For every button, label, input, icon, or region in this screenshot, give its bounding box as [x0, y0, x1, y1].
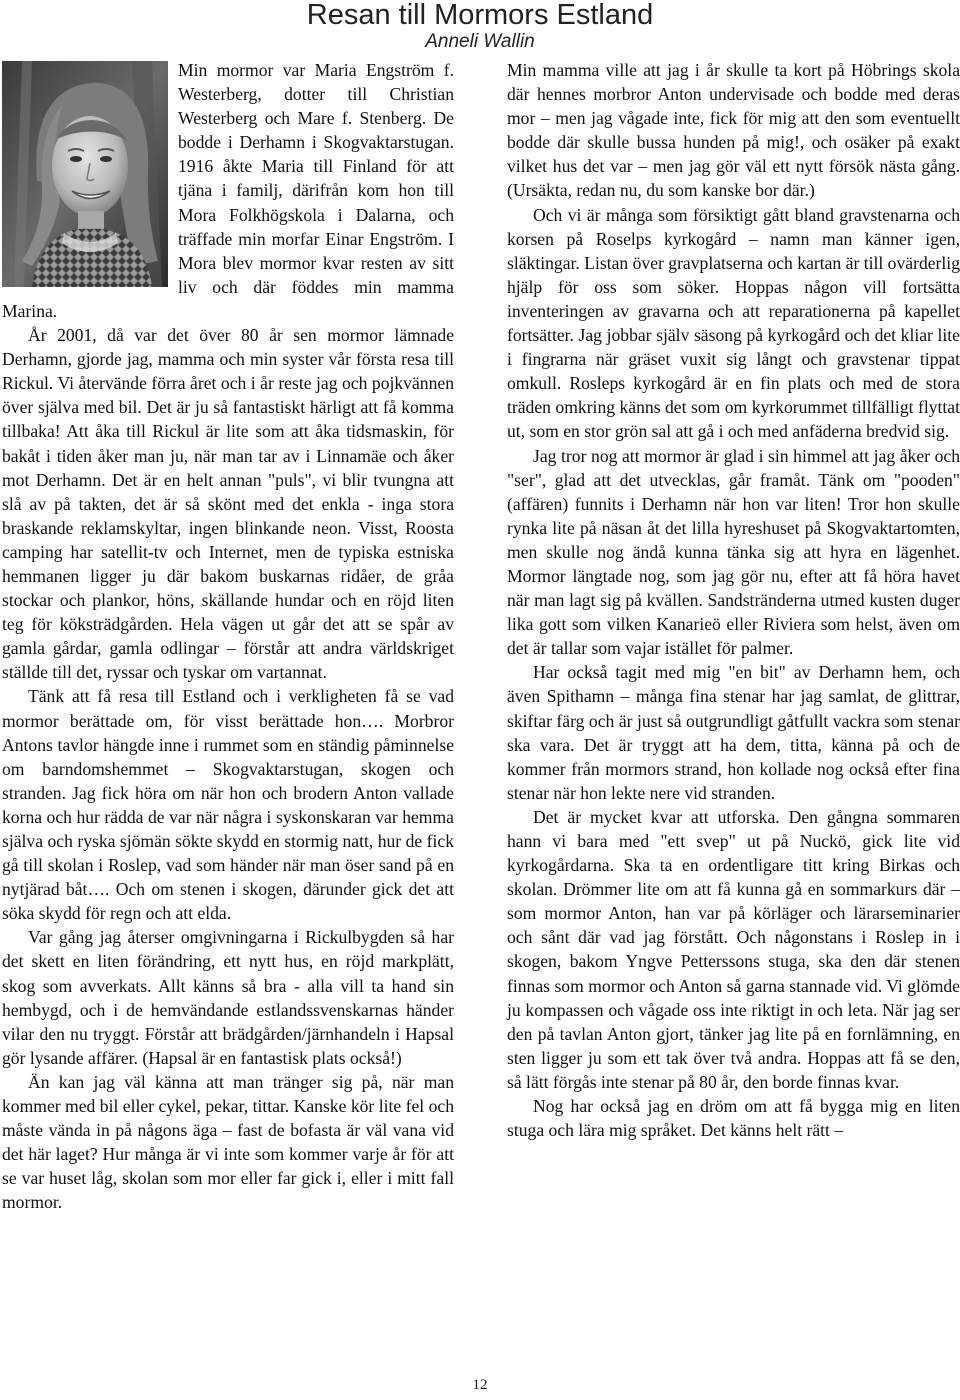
left-paragraph: Var gång jag återser omgivningarna i Rickulbygden så har det skett en liten förändring, ett nytt hus, en röjd markplätt, skog som avverkats. Allt känns så bra - alla vill ta hand sin hembygd, och i de hemvändande estlandssvenskarnas händer vilar den nu tryggt. Förstår att brädgården/järnhandeln i Hapsal gör lysande affärer. (Hapsal är en fantastisk plats också!): [2, 927, 454, 1068]
right-column: [507, 58, 960, 1142]
article-author: Anneli Wallin: [425, 31, 535, 52]
left-column: [2, 58, 454, 1215]
right-paragraph: Det är mycket kvar att utforska. Den gångna sommaren hann vi bara med "ett svep" ut på Nuckö, gick lite vid kyrkogårdarna. Ska ta en ordentligare titt kring Birkas och skolan. Drömmer lite om att få kunna gå en sommarkurs där – som mormor Anton, han var på körläger och lärarseminarier och sånt där vad jag förstått. Och någonstans i Roslep in i skogen, bakom Yngve Petterssons stuga, ska den där stenen finnas som mormor och Anton så garna stannade vid. Vi glömde ju kompassen och vågade oss inte riktigt in och leta. När jag ser den på tavlan Anton gjort, tänker jag lite på en fornlämning, en sten ligger ju som ett tak över två andra. Hoppas att få se den, så lätt förgås inte stenar på 80 år, den borde finnas kvar.: [507, 806, 960, 1092]
left-paragraph: Tänk att få resa till Estland och i verkligheten få se vad mormor berättade om, för visst berättade hon…. Morbror Antons tavlor hängde inne i rummet som en ständig påminnelse om barndomshemmet – Skogvaktarstugan, skogen och stranden. Jag fick höra om när hon och brodern Anton vallade korna och hur rädda de var när några i syskonskaran var hemma själva och ryska sjömän sökte skydd en stormig natt, hur de fick gå till skolan i Roslep, vad som händer när man öser sand på en nytjärad båt…. Och om stenen i skogen, därunder gick det att söka skydd för regn och att elda.: [2, 686, 454, 924]
right-paragraph: Nog har också jag en dröm om att få bygga mig en liten stuga och lära mig språket. Det känns helt rätt –: [507, 1096, 960, 1141]
author-portrait-photo: [2, 61, 168, 287]
article-title: Resan till Mormors Estland: [306, 0, 654, 31]
right-paragraph: Och vi är många som försiktigt gått bland gravstenarna och korsen på Roselps kyrkogård – namn man känner igen, släktingar. Listan över gravplatserna och kartan är till ovärderlig hjälp för oss som söker. Hoppas någon vill fortsätta inventeringen av gravarna och att reparationerna på kapellet fortsätter. Jag jobbar själv säsong på kyrkogård och det kliar lite i fingrarna när gräset vuxit sig långt och gravstenar tippat omkull. Rosleps kyrkogård är en fin plats och med de stora träden omkring känns det som om kyrkorummet tillfälligt flyttat ut, som en stor grön sal att gå i och med anfäderna bredvid sig.: [507, 204, 960, 442]
page-number: 12: [472, 1377, 488, 1393]
left-paragraph: Än kan jag väl känna att man tränger sig på, när man kommer med bil eller cykel, pekar, tittar. Kanske kör lite fel och måste vända in på någons äga – fast de bofasta är väl vana vid det här laget? Hur många är vi inte som kommer varje år för att se var huset låg, skolan som mor eller far gick i, eller i mitt fall mormor.: [2, 1071, 454, 1213]
left-paragraph: Min mormor var Maria Engström f. Westerberg, dotter till Christian Westerberg och Mare f. Stenberg. De bodde i Derhamn i Skogvaktarstugan. 1916 åkte Maria till Finland för att tjäna i familj, därifrån kom hon till Mora Folkhögskola i Dalarna, och träffade min morfar Einar Engström. I Mora blev mormor kvar resten av sitt liv och där föddes min mamma Marina.: [2, 60, 454, 321]
left-paragraph: År 2001, då var det över 80 år sen mormor lämnade Derhamn, gjorde jag, mamma och min syster vår första resa till Rickul. Vi återvände förra året och i år reste jag och pojkvännen över själva med bil. Det är ju så fantastiskt härligt att få komma tillbaka! Att åka till Rickul är lite som att åka tidsmaskin, för bakåt i tiden åker man ju, när man tar av i Linnamäe och åker mot Derhamn. Det är en helt annan "puls", vi blir tvungna att slå av på takten, det är så skönt med det enkla - inga stora braskande reklamskyltar, ingen blinkande neon. Visst, Roosta camping har satellit-tv och Internet, men de typiska estniska hemmanen ligger ju där bakom buskarnas ridåer, de gråa stockar och plankor, höns, skällande hundar och en röjd liten teg för köksträdgården. Hela vägen ut går det att se spår av gamla gårdar, gamla odlingar – förstår att andra världskriget ställde till det, ryssar och tyskar om vartannat.: [2, 325, 454, 683]
right-paragraph: Har också tagit med mig "en bit" av Derhamn hem, och även Spithamn – många fina stenar har jag samlat, de glittrar, skiftar färg och är just så outgrundligt gåtfullt vackra som stenar ska vara. Det är tryggt att ha dem, titta, känna på och de kommer från mormors strand, hon kollade nog också efter fina stenar när hon lekte nere vid stranden.: [507, 662, 960, 803]
right-paragraph: Jag tror nog att mormor är glad i sin himmel att jag åker och "ser", glad att det utvecklas, går framåt. Tänk om "pooden" (affären) funnits i Derhamn när hon var liten! Tror hon skulle rynka lite på näsan åt det lilla hyreshuset på Skogvaktartomten, men skulle nog ändå kunna tänka sig att hyra en lägenhet. Mormor längtade nog, som jag gör nu, efter att få höra havet när man lagt sig på kvällen. Sandstränderna utmed kusten duger lika gott som vilken Kanarieö eller Riviera som helst, även om det är tallar som vajar istället för palmer.: [507, 445, 960, 659]
right-paragraph: Min mamma ville att jag i år skulle ta kort på Höbrings skola där hennes morbror Anton undervisade och bodde med deras mor – men jag vågade inte, fick för mig att den som eventuellt bodde där skulle bussa hunden på mig!, och osäker på exakt vilket hus det var – men jag gör väl ett nytt försök nästa gång. (Ursäkta, redan nu, du som kanske bor där.): [507, 60, 960, 201]
